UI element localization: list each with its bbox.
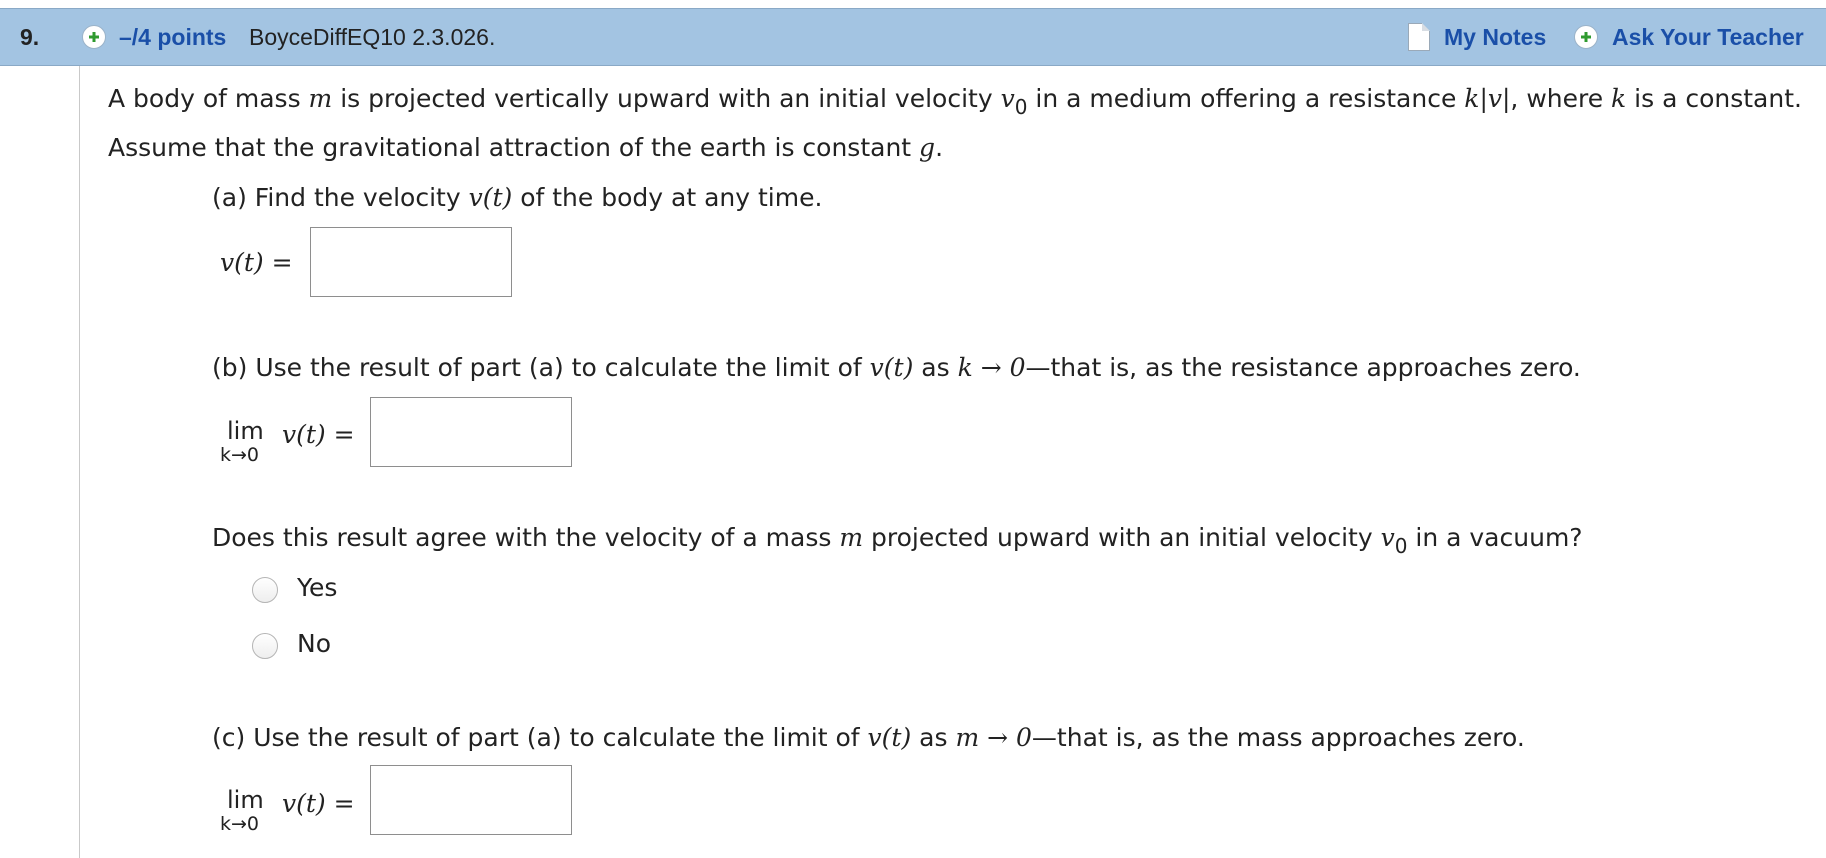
- problem-statement: A body of mass m is projected vertically upward with an initial velocity $v_0$ in a medium offering a resistance k|v|, where k is a constant. Assume that the gravitational attraction of the earth is constant g.: [108, 84, 1802, 162]
- yes-radio[interactable]: [252, 577, 278, 603]
- part-c-lim-label: lim: [227, 786, 264, 814]
- part-b-answer-input[interactable]: [370, 397, 572, 467]
- part-b-lim-subscript: k→0: [220, 444, 260, 466]
- my-notes-link[interactable]: My Notes: [1444, 24, 1547, 50]
- yes-option-label[interactable]: Yes: [297, 573, 338, 602]
- no-option-label[interactable]: No: [297, 629, 331, 658]
- part-b-prompt: (b) Use the result of part (a) to calculate the limit of v(t) as k → 0—that is, as the resistance approaches zero.: [212, 353, 1581, 382]
- part-a-answer-label: v(t) =: [220, 248, 293, 277]
- ask-your-teacher-link[interactable]: Ask Your Teacher: [1612, 24, 1804, 50]
- content-divider: [79, 66, 80, 858]
- expand-plus-icon[interactable]: [82, 25, 106, 49]
- part-c-prompt: (c) Use the result of part (a) to calculate the limit of v(t) as m → 0—that is, as the mass approaches zero.: [212, 723, 1525, 752]
- part-c-lim-subscript: k→0: [220, 813, 260, 835]
- no-radio[interactable]: [252, 633, 278, 659]
- part-b-lim-expression: v(t) =: [282, 420, 355, 449]
- part-b-lim-label: lim: [227, 417, 264, 445]
- problem-source: BoyceDiffEQ10 2.3.026.: [249, 24, 496, 50]
- part-c-lim-expression: v(t) =: [282, 789, 355, 818]
- ask-teacher-plus-icon[interactable]: [1574, 25, 1598, 49]
- part-a-prompt: (a) Find the velocity v(t) of the body at any time.: [212, 183, 823, 212]
- part-c-answer-input[interactable]: [370, 765, 572, 835]
- vacuum-question: Does this result agree with the velocity of a mass m projected upward with an initial velocity $v_0$ in a vacuum?: [212, 523, 1583, 558]
- part-a-answer-input[interactable]: [310, 227, 512, 297]
- notes-page-icon[interactable]: [1408, 23, 1430, 51]
- question-header: [0, 8, 1826, 66]
- question-number: 9.: [20, 24, 40, 50]
- points-label: –/4 points: [119, 24, 227, 50]
